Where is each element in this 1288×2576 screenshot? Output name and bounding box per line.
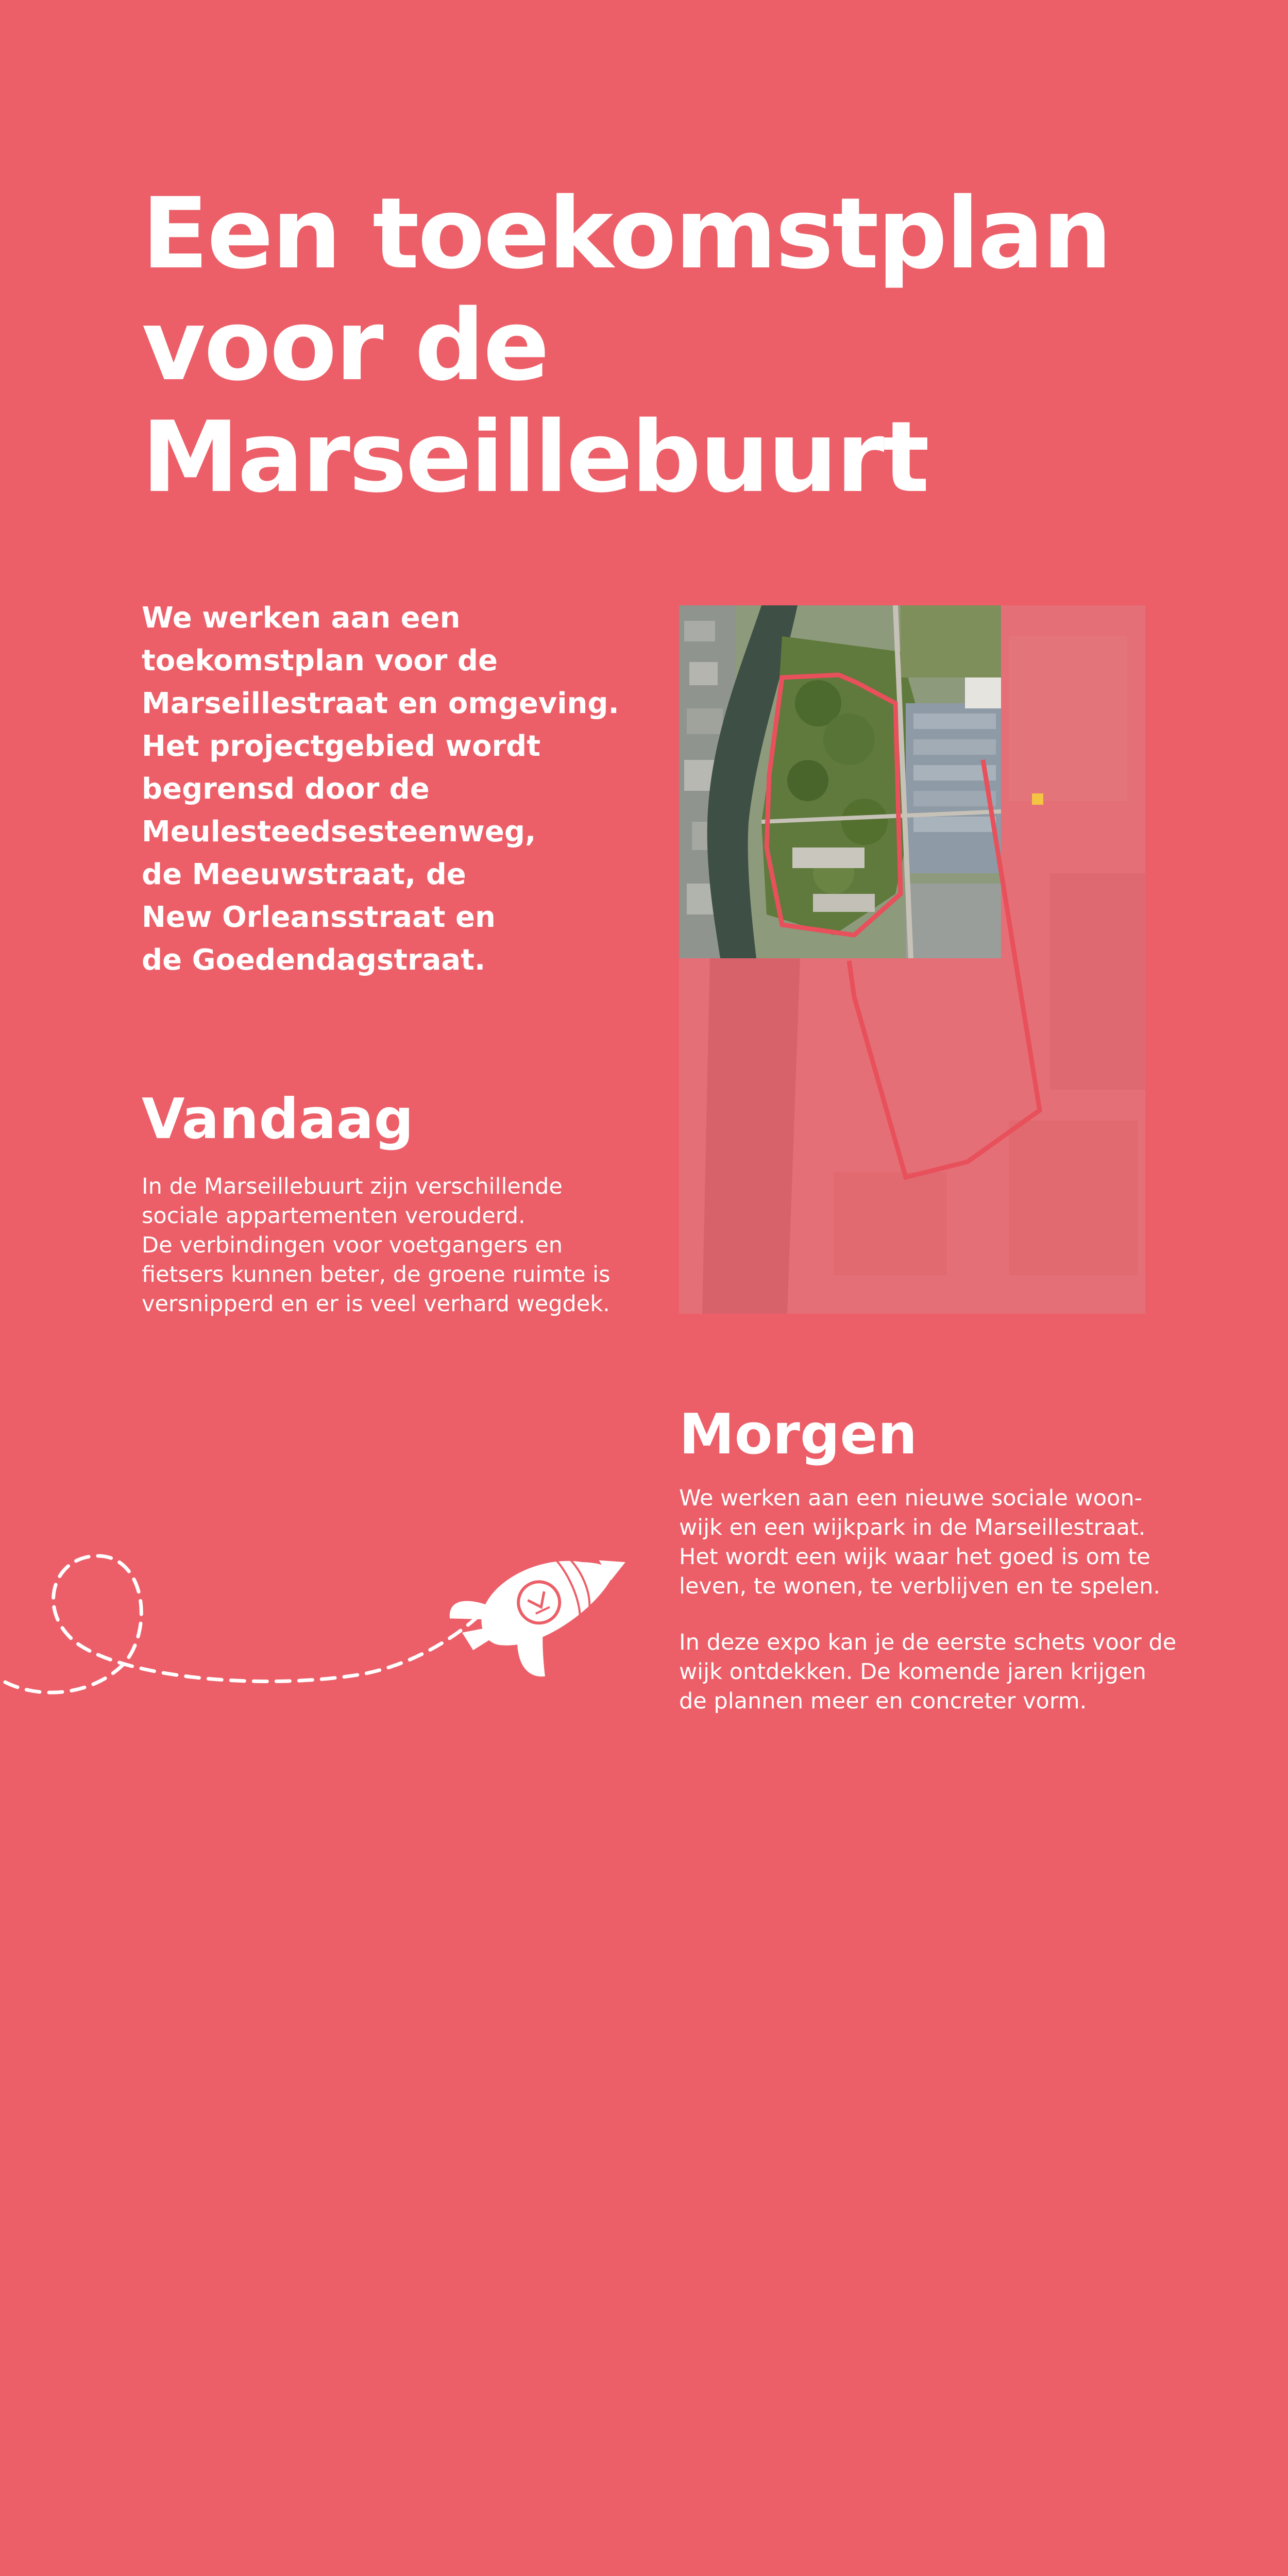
tomorrow-line: wijk en een wijkpark in de Marseillestraat. [679, 1515, 1146, 1540]
dashed-flight-path [5, 1556, 477, 1692]
intro-line: Het projectgebied wordt [142, 730, 541, 763]
intro-line: New Orleansstraat en [142, 901, 496, 934]
tomorrow-text [679, 1484, 1161, 1601]
tomorrow-line: We werken aan een nieuwe sociale woon- [679, 1485, 1143, 1511]
intro-text [142, 597, 619, 981]
page-title-line: voor de [142, 289, 548, 402]
page-title-line: Marseillebuurt [142, 400, 928, 514]
tomorrow-line: leven, te wonen, te verblijven en te spelen. [679, 1573, 1161, 1599]
today-heading: Vandaag [142, 1087, 414, 1151]
location-marker-icon [1032, 793, 1043, 805]
today-line: sociale appartementen verouderd. [142, 1203, 526, 1229]
tomorrow-line: wijk ontdekken. De komende jaren krijgen [679, 1659, 1146, 1685]
tomorrow-line: Het wordt een wijk waar het goed is om te [679, 1544, 1150, 1570]
page-title [142, 178, 1121, 513]
rocket-illustration [0, 1525, 629, 1716]
today-text [142, 1172, 611, 1319]
intro-line: Meulesteedsesteenweg, [142, 815, 536, 849]
rocket-icon [445, 1530, 629, 1702]
intro-line: We werken aan een [142, 601, 461, 635]
tomorrow-line: In deze expo kan je de eerste schets voor de [679, 1630, 1177, 1655]
tomorrow-line: de plannen meer en concreter vorm. [679, 1688, 1087, 1714]
aerial-map-image [679, 605, 1145, 1314]
intro-line: Marseillestraat en omgeving. [142, 687, 619, 720]
intro-line: toekomstplan voor de [142, 644, 498, 677]
intro-line: de Meeuwstraat, de [142, 858, 466, 891]
intro-line: de Goedendagstraat. [142, 943, 486, 977]
today-line: fietsers kunnen beter, de groene ruimte is [142, 1262, 611, 1287]
tomorrow-text-2 [679, 1628, 1177, 1716]
page-title-line: Een toekomstplan [142, 177, 1111, 291]
aerial-photo [679, 605, 1001, 958]
tomorrow-heading: Morgen [679, 1402, 918, 1467]
today-line: versnipperd en er is veel verhard wegdek. [142, 1291, 610, 1317]
today-line: De verbindingen voor voetgangers en [142, 1232, 563, 1258]
today-line: In de Marseillebuurt zijn verschillende [142, 1174, 563, 1199]
intro-line: begrensd door de [142, 772, 430, 806]
